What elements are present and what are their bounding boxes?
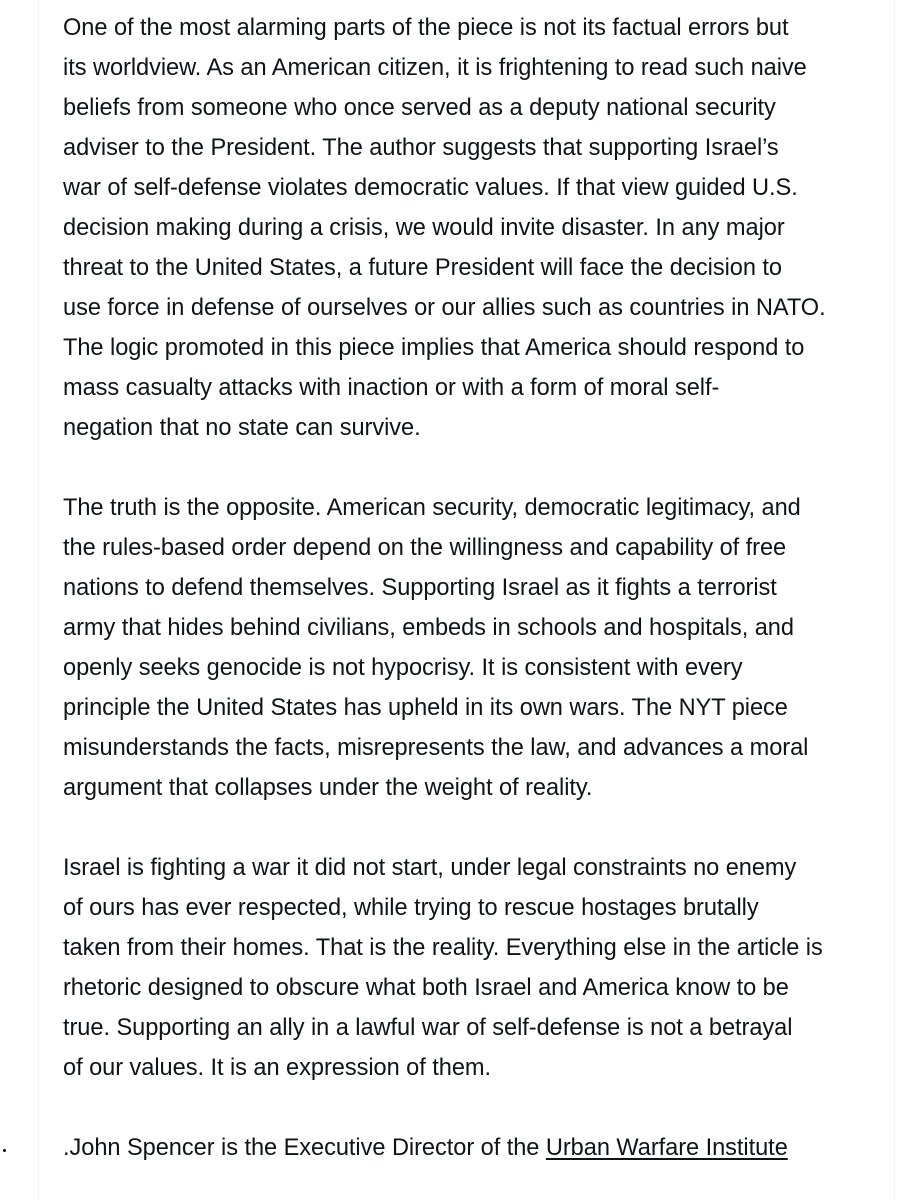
article-paragraph bbox=[63, 8, 885, 448]
article-paragraphs bbox=[63, 8, 885, 1088]
article-body bbox=[63, 8, 885, 1168]
paragraph-line: principle the United States has upheld in its own wars. The NYT piece bbox=[63, 695, 788, 721]
paragraph-line: use force in defense of ourselves or our allies such as countries in NATO. bbox=[63, 295, 826, 321]
article-paragraph bbox=[63, 848, 885, 1088]
paragraph-line: negation that no state can survive. bbox=[63, 415, 421, 441]
left-divider bbox=[38, 0, 39, 1200]
paragraph-line: The logic promoted in this piece implies that America should respond to bbox=[63, 335, 805, 361]
paragraph-line: adviser to the President. The author suggests that supporting Israel’s bbox=[63, 135, 779, 161]
paragraph-line: its worldview. As an American citizen, it is frightening to read such naive bbox=[63, 55, 807, 81]
paragraph-line: taken from their homes. That is the reality. Everything else in the article is bbox=[63, 935, 823, 961]
author-bio bbox=[63, 1128, 885, 1168]
urban-warfare-institute-link[interactable]: Urban Warfare Institute bbox=[545, 1135, 788, 1161]
paragraph-line: of our values. It is an expression of them. bbox=[63, 1055, 491, 1081]
paragraph-line: beliefs from someone who once served as a deputy national security bbox=[63, 95, 776, 121]
paragraph-line: One of the most alarming parts of the piece is not its factual errors but bbox=[63, 15, 789, 41]
paragraph-line: the rules-based order depend on the willingness and capability of free bbox=[63, 535, 787, 561]
article-paragraph bbox=[63, 488, 885, 808]
author-bio-text: .John Spencer is the Executive Director of the bbox=[63, 1135, 546, 1161]
paragraph-line: decision making during a crisis, we would invite disaster. In any major bbox=[63, 215, 785, 241]
paragraph-line: openly seeks genocide is not hypocrisy. It is consistent with every bbox=[63, 655, 743, 681]
paragraph-line: army that hides behind civilians, embeds in schools and hospitals, and bbox=[63, 615, 794, 641]
list-bullet-icon bbox=[3, 1149, 6, 1152]
paragraph-line: true. Supporting an ally in a lawful war of self-defense is not a betrayal bbox=[63, 1015, 793, 1041]
paragraph-line: misunderstands the facts, misrepresents the law, and advances a moral bbox=[63, 735, 809, 761]
right-divider bbox=[894, 0, 895, 1200]
paragraph-line: war of self-defense violates democratic values. If that view guided U.S. bbox=[63, 175, 798, 201]
paragraph-line: rhetoric designed to obscure what both Israel and America know to be bbox=[63, 975, 789, 1001]
paragraph-line: of ours has ever respected, while trying to rescue hostages brutally bbox=[63, 895, 759, 921]
paragraph-line: nations to defend themselves. Supporting Israel as it fights a terrorist bbox=[63, 575, 777, 601]
paragraph-line: argument that collapses under the weight of reality. bbox=[63, 775, 593, 801]
paragraph-line: mass casualty attacks with inaction or with a form of moral self- bbox=[63, 375, 720, 401]
paragraph-line: threat to the United States, a future President will face the decision to bbox=[63, 255, 782, 281]
paragraph-line: Israel is fighting a war it did not start, under legal constraints no enemy bbox=[63, 855, 797, 881]
paragraph-line: The truth is the opposite. American security, democratic legitimacy, and bbox=[63, 495, 801, 521]
